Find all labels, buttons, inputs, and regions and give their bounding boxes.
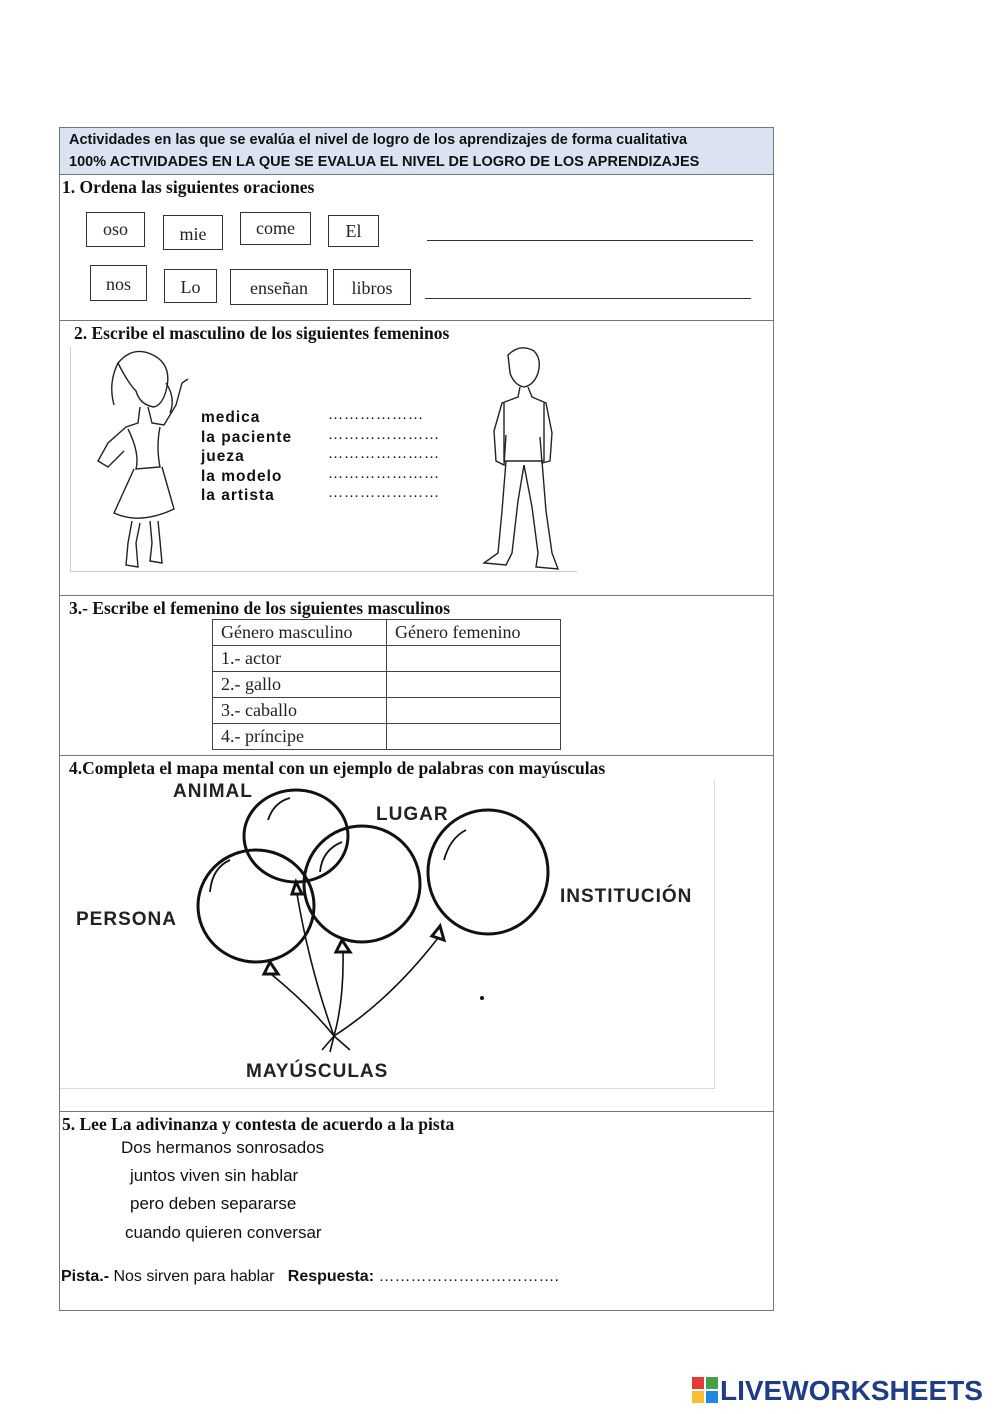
feminine-word: la artista [201, 487, 275, 504]
q4-title: 4.Completa el mapa mental con un ejemplo de palabras con mayúsculas [69, 758, 606, 778]
answer-dots[interactable]: ………………… [328, 485, 440, 501]
gender-table [212, 619, 561, 750]
q3-title: 3.- Escribe el femenino de los siguientes masculinos [69, 598, 451, 618]
section-adivinanza [60, 1111, 773, 1312]
table-row [213, 724, 561, 750]
column-header: Género masculino [213, 620, 387, 646]
worksheet-header [60, 128, 773, 174]
section-ordena [60, 174, 773, 321]
riddle-line: Dos hermanos sonrosados [121, 1138, 325, 1157]
masculine-cell: 4.- príncipe [213, 724, 387, 750]
logo-square [692, 1377, 704, 1389]
answer-dots[interactable]: ………………… [328, 427, 440, 443]
hint-line [61, 1268, 559, 1286]
section-mapa-mental [60, 755, 773, 1112]
word-box[interactable]: come [240, 212, 311, 245]
balloons-drawing-icon [60, 780, 714, 1088]
word-box[interactable]: Lo [164, 269, 217, 303]
answer-cell[interactable] [387, 672, 561, 698]
label-institucion: INSTITUCIÓN [560, 886, 693, 907]
word-box[interactable]: enseñan [230, 269, 328, 305]
feminine-word: la modelo [201, 468, 283, 485]
hint-text: Nos sirven para hablar [113, 1268, 275, 1285]
label-mayusculas: MAYÚSCULAS [246, 1061, 389, 1082]
answer-dots[interactable]: ………………… [328, 466, 440, 482]
brand-name: LIVEWORKSHEETS [720, 1375, 983, 1406]
word-box[interactable]: nos [90, 265, 147, 301]
logo-square [706, 1391, 718, 1403]
q5-title: 5. Lee La adivinanza y contesta de acuerdo a la pista [62, 1114, 455, 1134]
masculine-cell: 2.- gallo [213, 672, 387, 698]
table-row [213, 646, 561, 672]
answer-cell[interactable] [387, 698, 561, 724]
word-box[interactable]: oso [86, 212, 145, 247]
table-row [213, 698, 561, 724]
feminine-word: la paciente [201, 429, 293, 446]
word-box[interactable]: libros [333, 269, 411, 305]
riddle-line: juntos viven sin hablar [130, 1166, 299, 1185]
label-animal: ANIMAL [173, 781, 253, 802]
answer-dots[interactable]: ………………… [328, 446, 440, 462]
masculine-cell: 1.- actor [213, 646, 387, 672]
answer-line[interactable] [427, 240, 753, 241]
answer-dots[interactable]: ……………………………. [378, 1268, 559, 1285]
q2-title: 2. Escribe el masculino de los siguientes femeninos [74, 323, 450, 343]
worksheet [59, 127, 774, 1311]
q1-title: 1. Ordena las siguientes oraciones [62, 177, 315, 197]
hint-label: Pista.- [61, 1268, 110, 1285]
answer-label: Respuesta: [287, 1268, 375, 1285]
answer-line[interactable] [425, 298, 751, 299]
feminine-word: jueza [201, 448, 245, 465]
riddle-line: pero deben separarse [130, 1194, 297, 1213]
logo-square [706, 1377, 718, 1389]
column-header: Género femenino [387, 620, 561, 646]
logo-square [692, 1391, 704, 1403]
word-box[interactable]: El [328, 215, 379, 247]
liveworksheets-logo-icon [692, 1377, 718, 1403]
riddle-line: cuando quieren conversar [125, 1223, 322, 1242]
table-header-row [213, 620, 561, 646]
answer-cell[interactable] [387, 724, 561, 750]
girl-drawing-icon [78, 343, 198, 573]
header-line-2: 100% ACTIVIDADES EN LA QUE SE EVALUA EL NIVEL DE LOGRO DE LOS APRENDIZAJES [69, 154, 700, 170]
word-box[interactable]: mie [163, 215, 223, 250]
header-line-1: Actividades en las que se evalúa el nivel de logro de los aprendizajes de forma cualitativa [69, 132, 688, 148]
answer-cell[interactable] [387, 646, 561, 672]
masculine-cell: 3.- caballo [213, 698, 387, 724]
answer-dots[interactable]: ……………… [328, 407, 424, 423]
section-masculino [60, 320, 773, 596]
table-row [213, 672, 561, 698]
label-persona: PERSONA [76, 909, 177, 930]
feminine-word: medica [201, 409, 261, 426]
boy-drawing-icon [480, 341, 570, 576]
label-lugar: LUGAR [376, 804, 449, 825]
